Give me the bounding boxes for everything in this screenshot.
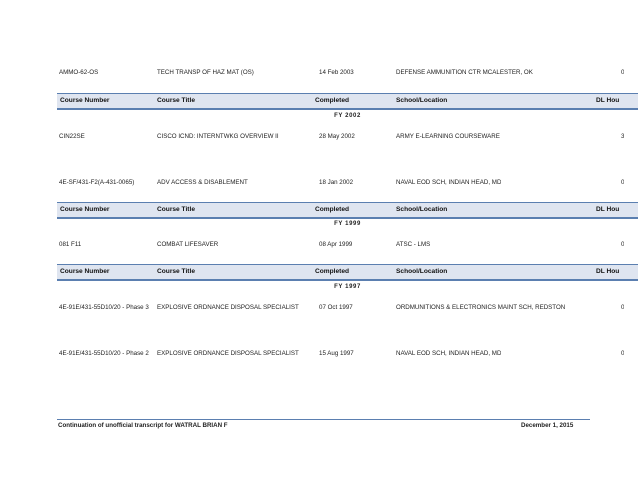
table-header: [57, 93, 638, 110]
course-number: 081 F11: [59, 241, 82, 248]
footer-date: December 1, 2015: [521, 422, 574, 429]
course-title: TECH TRANSP OF HAZ MAT (OS): [157, 69, 254, 76]
table-row: [0, 176, 638, 190]
header-school-location: School/Location: [396, 206, 448, 213]
completed-date: 18 Jan 2002: [319, 179, 354, 186]
header-completed: Completed: [315, 97, 350, 104]
course-number: AMMO-62-OS: [59, 69, 99, 76]
course-number: 4E-SF/431-F2(A-431-0065): [59, 179, 135, 186]
header-course-title: Course Title: [157, 268, 195, 275]
fiscal-year-label: FY 1999: [334, 221, 361, 227]
school-location: ARMY E-LEARNING COURSEWARE: [396, 133, 500, 140]
course-title: ADV ACCESS & DISABLEMENT: [157, 179, 248, 186]
course-title: COMBAT LIFESAVER: [157, 241, 219, 248]
completed-date: 08 Apr 1999: [319, 241, 353, 248]
course-number: CIN22SE: [59, 133, 85, 140]
course-title: CISCO ICND: INTERNTWKG OVERVIEW II: [157, 133, 279, 140]
header-course-number: Course Number: [60, 206, 110, 213]
table-header: [57, 264, 638, 281]
course-number: 4E-91E/431-55D10/20 - Phase 2: [59, 350, 149, 357]
dl-hours: 0: [621, 241, 625, 248]
course-title: EXPLOSIVE ORDNANCE DISPOSAL SPECIALIST: [157, 304, 299, 311]
completed-date: 07 Oct 1997: [319, 304, 353, 311]
school-location: NAVAL EOD SCH, INDIAN HEAD, MD: [396, 179, 502, 186]
header-course-number: Course Number: [60, 97, 110, 104]
header-dl-hours: DL Hou: [596, 97, 620, 104]
completed-date: 14 Feb 2003: [319, 69, 354, 76]
header-school-location: School/Location: [396, 97, 448, 104]
completed-date: 28 May 2002: [319, 133, 355, 140]
table-row: [0, 347, 638, 361]
header-course-title: Course Title: [157, 206, 195, 213]
header-school-location: School/Location: [396, 268, 448, 275]
dl-hours: 3: [621, 133, 625, 140]
table-row: [0, 66, 638, 80]
school-location: DEFENSE AMMUNITION CTR MCALESTER, OK: [396, 69, 533, 76]
header-course-title: Course Title: [157, 97, 195, 104]
fiscal-year-label: FY 2002: [334, 113, 361, 119]
course-number: 4E-91E/431-55D10/20 - Phase 3: [59, 304, 149, 311]
header-dl-hours: DL Hou: [596, 268, 620, 275]
table-row: [0, 238, 638, 252]
footer-transcript-note: Continuation of unofficial transcript for WATRAL BRIAN F: [58, 422, 228, 429]
completed-date: 15 Aug 1997: [319, 350, 354, 357]
dl-hours: 0: [621, 304, 625, 311]
table-row: [0, 130, 638, 144]
school-location: ORDMUNITIONS & ELECTRONICS MAINT SCH, REDSTON: [396, 304, 566, 311]
school-location: NAVAL EOD SCH, INDIAN HEAD, MD: [396, 350, 502, 357]
dl-hours: 0: [621, 69, 625, 76]
header-dl-hours: DL Hou: [596, 206, 620, 213]
header-completed: Completed: [315, 268, 350, 275]
course-title: EXPLOSIVE ORDNANCE DISPOSAL SPECIALIST: [157, 350, 299, 357]
table-header: [57, 202, 638, 219]
dl-hours: 0: [621, 179, 625, 186]
header-completed: Completed: [315, 206, 350, 213]
school-location: ATSC - LMS: [396, 241, 431, 248]
header-course-number: Course Number: [60, 268, 110, 275]
fiscal-year-label: FY 1997: [334, 284, 361, 290]
table-row: [0, 301, 638, 315]
dl-hours: 0: [621, 350, 625, 357]
footer-divider: [57, 419, 590, 420]
